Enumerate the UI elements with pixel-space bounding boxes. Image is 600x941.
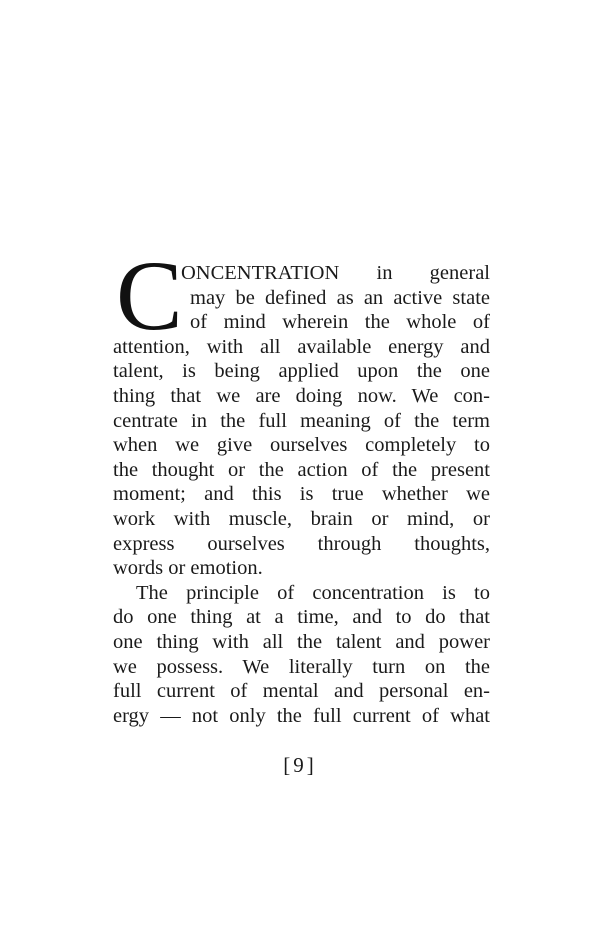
text-line: one thing with all the talent and power: [113, 631, 490, 653]
text-line: do one thing at a time, and to do that: [113, 606, 490, 629]
text-line: may be defined as an active state: [190, 286, 490, 309]
text-line: ONCENTRATION in general: [181, 262, 490, 284]
text-line: full current of mental and personal en-: [113, 680, 490, 703]
text-line: we possess. We literally turn on the: [113, 655, 490, 678]
text-line: when we give ourselves completely to: [113, 434, 490, 457]
text-line: moment; and this is true whether we: [113, 483, 490, 506]
page-number: [9]: [283, 753, 317, 777]
text-line: attention, with all available energy and: [113, 335, 490, 358]
text-line: The principle of concentration is to: [136, 581, 490, 604]
text-line: ergy — not only the full current of what: [113, 704, 490, 727]
text-line: of mind wherein the whole of: [190, 311, 490, 334]
drop-cap: C: [116, 240, 183, 351]
text-line: words or emotion.: [113, 557, 263, 580]
text-line: talent, is being applied upon the one: [113, 360, 490, 383]
text-line: centrate in the full meaning of the term: [113, 409, 490, 432]
text-line: the thought or the action of the present: [113, 458, 490, 481]
text-line: express ourselves through thoughts,: [113, 532, 490, 555]
text-line: work with muscle, brain or mind, or: [113, 508, 490, 530]
text-line: thing that we are doing now. We con-: [113, 385, 490, 407]
